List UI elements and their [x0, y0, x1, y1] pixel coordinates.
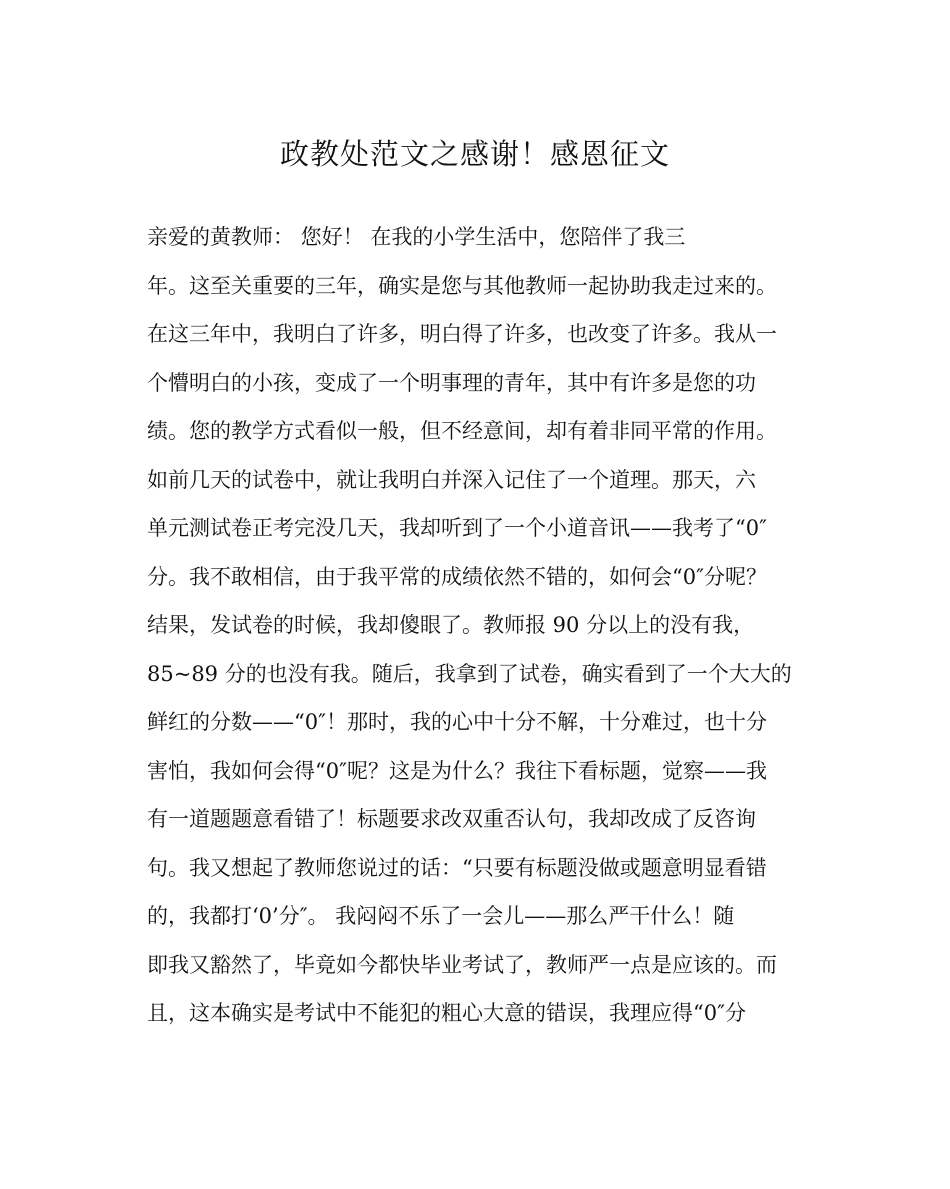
body-line: 结果，发试卷的时候，我却傻眼了。教师报 90 分以上的没有我，	[147, 613, 755, 637]
body-line: 单元测试卷正考完没几天，我却听到了一个小道音讯——我考了“0″	[147, 516, 767, 540]
body-line: 有一道题题意看错了！标题要求改双重否认句，我却改成了反咨询	[147, 807, 756, 831]
body-line: 即我又豁然了，毕竟如今都快毕业考试了，教师严一点是应该的。而	[147, 953, 777, 977]
body-line: 分。我不敢相信，由于我平常的成绩依然不错的，如何会“0″分呢？	[147, 565, 767, 589]
body-line: 害怕，我如何会得“0″呢？这是为什么？我往下看标题，觉察——我	[147, 759, 767, 783]
body-line: 在这三年中，我明白了许多，明白得了许多，也改变了许多。我从一	[147, 322, 777, 346]
body-line: 如前几天的试卷中，就让我明白并深入记住了一个道理。那天，六	[147, 468, 756, 492]
body-line: 且，这本确实是考试中不能犯的粗心大意的错误，我理应得“0″分	[147, 1001, 746, 1025]
body-line: 的，我都打‘0’分″。 我闷闷不乐了一会儿——那么严干什么！随	[147, 904, 735, 928]
body-line: 鲜红的分数——“0″！那时，我的心中十分不解，十分难过，也十分	[147, 710, 767, 734]
body-line: 亲爱的黄教师： 您好！ 在我的小学生活中，您陪伴了我三	[147, 225, 686, 249]
body-line: 句。我又想起了教师您说过的话：“只要有标题没做或题意明显看错	[147, 856, 767, 880]
document-title: 政教处范文之感谢！感恩征文	[279, 137, 670, 171]
body-line: 年。这至关重要的三年，确实是您与其他教师一起协助我走过来的。	[147, 274, 777, 298]
body-line: 绩。您的教学方式看似一般，但不经意间，却有着非同平常的作用。	[147, 419, 777, 443]
body-line: 个懵明白的小孩，变成了一个明事理的青年，其中有许多是您的功	[147, 371, 756, 395]
body-line: 85~89 分的也没有我。随后，我拿到了试卷，确实看到了一个大大的	[147, 662, 792, 686]
